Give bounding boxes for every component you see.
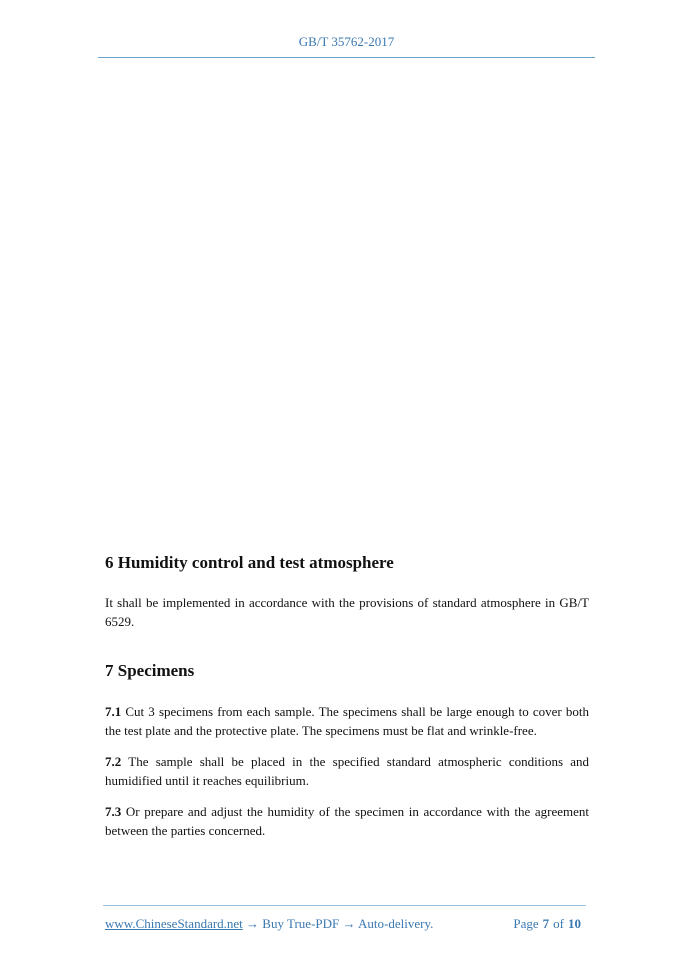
header-divider <box>98 57 595 58</box>
section-7-heading: 7 Specimens <box>105 661 195 680</box>
clause-7-2 <box>105 753 589 790</box>
clause-7-3 <box>105 803 589 840</box>
clause-number: 7.3 <box>105 804 122 819</box>
page-number <box>513 916 585 932</box>
page-label: Page <box>513 916 539 931</box>
footer-divider <box>103 905 586 906</box>
clause-7-1 <box>105 703 589 740</box>
footer-promo <box>105 916 433 932</box>
of-label: of <box>553 916 564 931</box>
clause-text: Cut 3 specimens from each sample. The specimens shall be large enough to cover both the test plate and the protective plate. The specimens must be flat and wrinkle-free. <box>105 704 589 738</box>
clause-text: Or prepare and adjust the humidity of the specimen in accordance with the agreement between the parties concerned. <box>105 804 589 838</box>
total-pages: 10 <box>568 916 581 931</box>
clause-text: The sample shall be placed in the specified standard atmospheric conditions and humidified until it reaches equilibrium. <box>105 754 589 788</box>
section-6-paragraph: It shall be implemented in accordance with the provisions of standard atmosphere in GB/T 6529. <box>105 595 589 629</box>
footer-text: → Buy True-PDF → Auto-delivery. <box>242 916 434 931</box>
clause-number: 7.1 <box>105 704 122 719</box>
running-header: GB/T 35762-2017 <box>298 34 395 49</box>
current-page: 7 <box>542 916 550 931</box>
clause-number: 7.2 <box>105 754 122 769</box>
website-link[interactable]: www.ChineseStandard.net <box>105 916 243 931</box>
section-6-heading: 6 Humidity control and test atmosphere <box>105 553 394 572</box>
